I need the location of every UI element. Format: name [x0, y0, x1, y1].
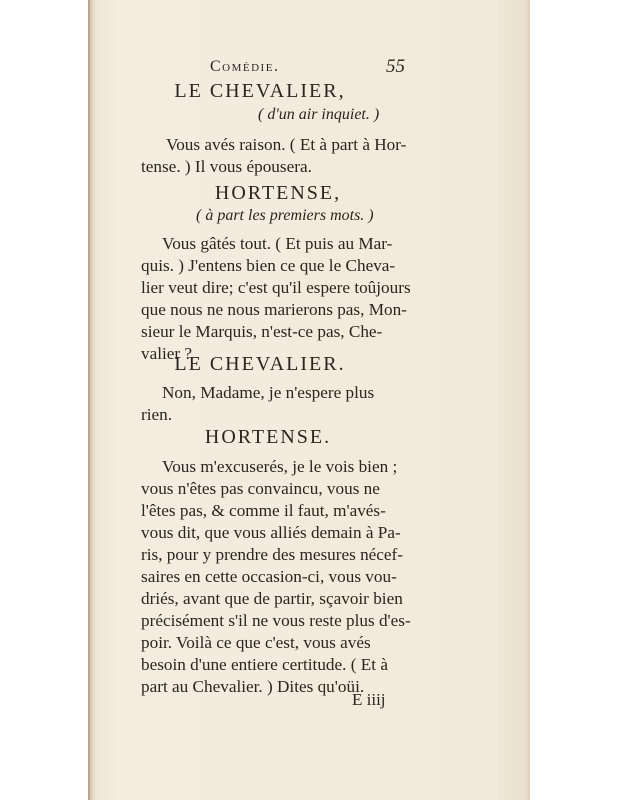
running-head: Comédie. — [210, 58, 280, 75]
text-line: poir. Voilà ce que c'est, vous avés — [141, 633, 371, 652]
text-line: l'êtes pas, & comme il faut, m'avés- — [141, 501, 386, 520]
text-line: lier veut dire; c'est qu'il espere toûjours — [141, 278, 411, 297]
text-line: Vous gâtés tout. ( Et puis au Mar- — [162, 234, 393, 253]
text-line: Non, Madame, je n'espere plus — [162, 383, 375, 402]
text-line: Vous avés raison. ( Et à part à Hor- — [166, 135, 407, 154]
speaker-name: LE CHEVALIER. — [174, 353, 346, 375]
speaker-name: LE CHEVALIER, — [174, 80, 346, 102]
text-line: ris, pour y prendre des mesures nécef- — [141, 545, 404, 564]
text-line: driés, avant que de partir, sçavoir bien — [141, 589, 403, 608]
text-line: valier ? — [141, 344, 193, 363]
text-line: saires en cette occasion-ci, vous vou- — [141, 567, 397, 586]
page-number: 55 — [386, 56, 405, 77]
text-line: besoin d'une entiere certitude. ( Et à — [141, 655, 388, 674]
text-line: tense. ) Il vous épousera. — [141, 157, 312, 176]
text-line: vous n'êtes pas convaincu, vous ne — [141, 479, 380, 498]
text-line: quis. ) J'entens bien ce que le Cheva- — [141, 256, 396, 275]
text-line: part au Chevalier. ) Dites qu'oüi. — [141, 677, 365, 696]
speaker-name: HORTENSE. — [204, 426, 332, 448]
text-line: Vous m'excuserés, je le vois bien ; — [162, 457, 398, 476]
text-line: rien. — [141, 405, 173, 424]
text-line: que nous ne nous marierons pas, Mon- — [141, 300, 407, 319]
speaker-name: HORTENSE, — [214, 182, 342, 204]
text-line: sieur le Marquis, n'est-ce pas, Che- — [141, 322, 383, 341]
text-line: vous dit, que vous alliés demain à Pa- — [141, 523, 401, 542]
stage-direction: ( d'un air inquiet. ) — [258, 106, 380, 123]
text-line: précisément s'il ne vous reste plus d'es- — [141, 611, 411, 630]
catchword-signature: E iiij — [352, 690, 386, 709]
stage-direction: ( à part les premiers mots. ) — [196, 207, 374, 224]
